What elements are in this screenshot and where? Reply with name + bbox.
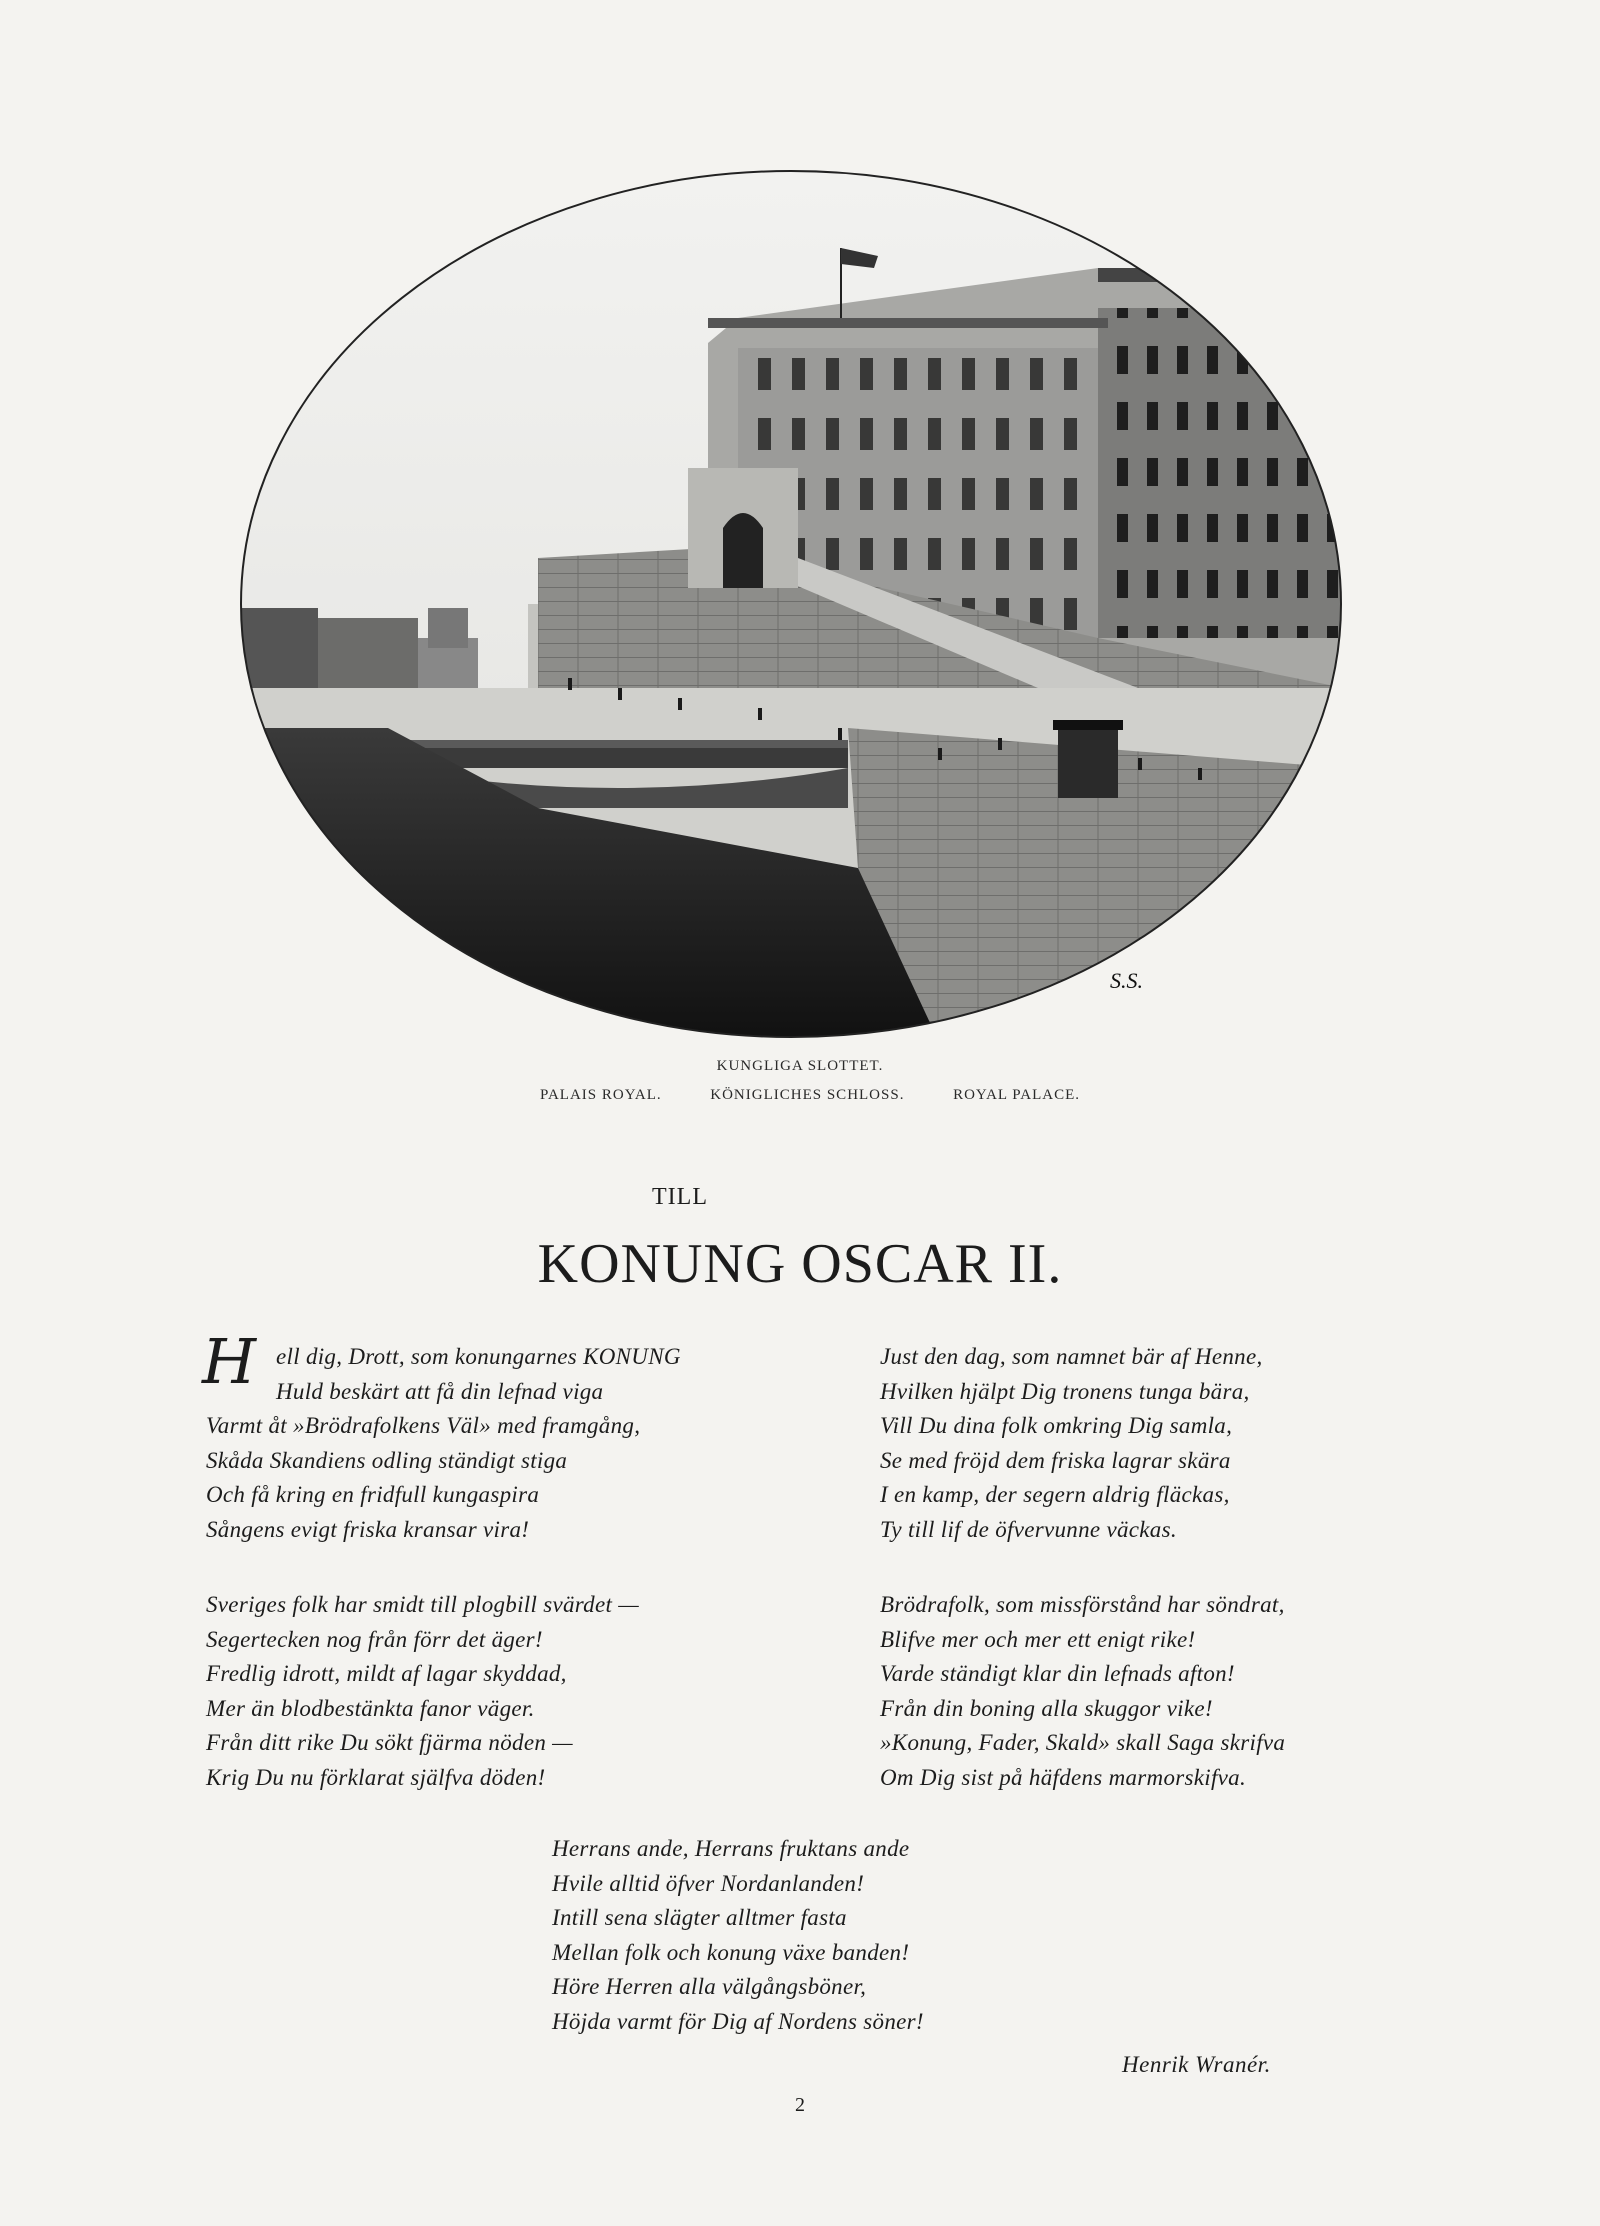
poem-line: Huld beskärt att få din lefnad viga — [276, 1378, 604, 1404]
poem-line: Mer än blodbestänkta fanor väger. — [206, 1695, 535, 1721]
poem-line: Just den dag, som namnet bär af Henne, — [880, 1344, 1263, 1369]
poem-line: Blifve mer och mer ett enigt rike! — [880, 1626, 1196, 1652]
poem-line: Mellan folk och konung växe banden! — [552, 1939, 910, 1965]
page-title: KONUNG OSCAR II. — [537, 1233, 1063, 1295]
poem-stanza-3 — [206, 1588, 639, 1795]
poem-line: Sveriges folk har smidt till plogbill svärdet — — [206, 1592, 639, 1617]
poem-line: Skåda Skandiens odling ständigt stiga — [206, 1447, 568, 1473]
royal-palace-photo — [238, 168, 1344, 1040]
poem-line: Se med fröjd dem friska lagrar skära — [880, 1447, 1231, 1473]
author-signature: Henrik Wranér. — [1122, 2052, 1271, 2077]
poem-line: Fredlig idrott, mildt af lagar skyddad, — [206, 1661, 567, 1686]
poem-stanza-5 — [552, 1832, 924, 2039]
poem-line: Om Dig sist på häfdens marmorskifva. — [880, 1764, 1247, 1790]
page-number: 2 — [795, 2094, 805, 2116]
poem-stanza-2 — [880, 1340, 1263, 1547]
poem-line: I en kamp, der segern aldrig fläckas, — [880, 1482, 1230, 1507]
photographer-signature: S.S. — [1110, 968, 1143, 993]
poem-line: Från din boning alla skuggor vike! — [880, 1695, 1213, 1721]
poem-line: Krig Du nu förklarat själfva döden! — [206, 1764, 546, 1790]
poem-line: Sångens evigt friska kransar vira! — [206, 1516, 530, 1542]
poem-line: H ell dig, Drott, som konungarnes KONUNG — [202, 1325, 681, 1398]
poem-line: Hvile alltid öfver Nordanlanden! — [552, 1870, 865, 1896]
photo-caption-main: KUNGLIGA SLOTTET. — [716, 1058, 884, 1074]
poem-stanza-1 — [202, 1325, 681, 1547]
caption-french: PALAIS ROYAL. — [540, 1087, 662, 1103]
poem-line: Höre Herren alla välgångsböner, — [552, 1974, 867, 1999]
poem-line: Höjda varmt för Dig af Nordens söner! — [552, 2008, 924, 2034]
poem-line: Varde ständigt klar din lefnads afton! — [880, 1661, 1235, 1686]
poem-stanza-4 — [880, 1588, 1285, 1795]
poem-line: Segertecken nog från förr det äger! — [206, 1626, 543, 1652]
poem-line: Herrans ande, Herrans fruktans ande — [552, 1836, 910, 1861]
poem-line: Vill Du dina folk omkring Dig samla, — [880, 1413, 1233, 1438]
poem-line: Från ditt rike Du sökt fjärma nöden — — [206, 1730, 573, 1755]
poem-line: Varmt åt »Brödrafolkens Väl» med framgång, — [206, 1413, 641, 1438]
poem-line: Intill sena slägter alltmer fasta — [552, 1905, 847, 1930]
photo-caption-translations — [540, 1087, 1080, 1104]
poem-line: Och få kring en fridfull kungaspira — [206, 1482, 540, 1507]
caption-german: KÖNIGLICHES SCHLOSS. — [710, 1087, 905, 1103]
heading-pre: TILL — [652, 1184, 708, 1210]
caption-english: ROYAL PALACE. — [953, 1087, 1080, 1103]
poem-line: Brödrafolk, som missförstånd har söndrat, — [880, 1592, 1285, 1617]
drop-capital: H — [202, 1325, 257, 1398]
poem-line: Ty till lif de öfvervunne väckas. — [880, 1516, 1177, 1542]
poem-line: Hvilken hjälpt Dig tronens tunga bära, — [880, 1378, 1250, 1404]
poem-line: »Konung, Fader, Skald» skall Saga skrifva — [880, 1730, 1286, 1755]
